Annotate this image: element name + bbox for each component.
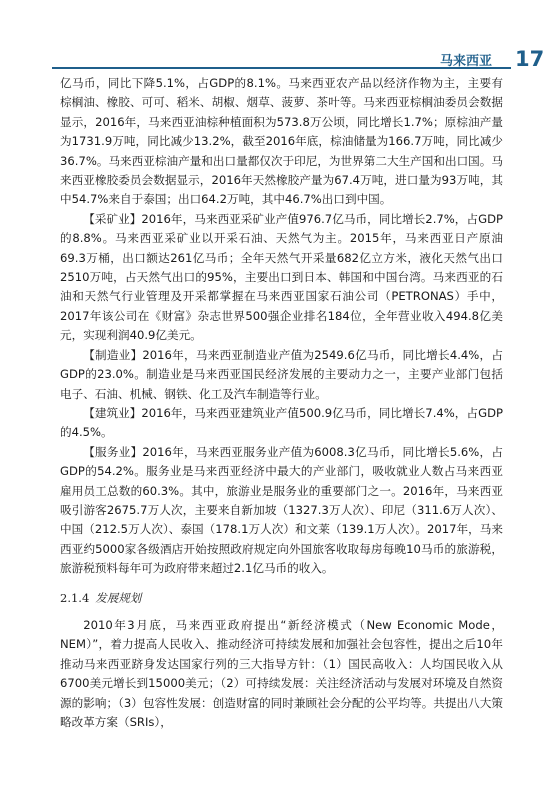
section-title: 发展规划 bbox=[95, 590, 142, 605]
paragraph-agriculture: 亿马币，同比下降5.1%，占GDP的8.1%。马来西亚农产品以经济作物为主，主要有棕榈油、橡胶、可可、稻米、胡椒、烟草、菠萝、茶叶等。马来西亚棕榈油委员会数据显示，2016年，马来西亚油棕种植面积为573.8万公顷，同比增长1.7%；原棕油产量为1731.9万吨，同比减少13.2%，截至2016年底，棕油储量为166.7万吨，同比减少36.7%。马来西亚棕油产量和出口量都仅次于印尼，为世界第二大生产国和出口国。马来西亚橡胶委员会数据显示，2016年天然橡胶产量为67.4万吨，进口量为93万吨，其中54.7%来自于泰国；出口64.2万吨，其中46.7%出口到中国。 bbox=[60, 76, 503, 207]
section-number: 2.1.4 bbox=[60, 590, 90, 605]
header-title: 马来西亚 bbox=[440, 54, 493, 69]
paragraph-mining: 【采矿业】2016年，马来西亚采矿业产值976.7亿马币，同比增长2.7%，占GDP的8.8%。马来西亚采矿业以开采石油、天然气为主。2015年，马来西亚日产原油69.3万桶，出口额达261亿马币；全年天然气开采量682亿立方米，液化天然气出口2510万吨，占天然气出口的95%，主要出口到日本、韩国和中国台湾。马来西亚的石油和天然气行业管理及开采都掌握在马来西亚国家石油公司（PETRONAS）手中，2017年该公司在《财富》杂志世界500强企业排名184位，全年营业收入494.8亿美元，实现利润40.9亿美元。 bbox=[60, 211, 503, 343]
header-rule bbox=[52, 67, 505, 69]
paragraph-manufacturing: 【制造业】2016年，马来西亚制造业产值为2549.6亿马币，同比增长4.4%，占GDP的23.0%。制造业是马来西亚国民经济发展的主要动力之一，主要产业部门包括电子、石油、机械、钢铁、化工及汽车制造等行业。 bbox=[60, 347, 503, 401]
paragraph-services: 【服务业】2016年，马来西亚服务业产值为6008.3亿马币，同比增长5.6%，占GDP的54.2%。服务业是马来西亚经济中最大的产业部门，吸收就业人数占马来西亚雇用员工总数的60.3%。其中，旅游业是服务业的重要部门之一。2016年，马来西亚吸引游客2675.7万人次，主要来自新加坡（1327.3万人次）、印尼（311.6万人次）、中国（212.5万人次）、泰国（178.1万人次）和文莱（139.1万人次）。2017年，马来西亚约5000家各级酒店开始按照政府规定向外国旅客收取每房每晚10马币的旅游税，旅游税预料每年可为政府带来超过2.1亿马币的收入。 bbox=[60, 444, 503, 576]
section-heading bbox=[60, 589, 503, 608]
page-number: 17 bbox=[515, 47, 545, 71]
paragraph-construction: 【建筑业】2016年，马来西亚建筑业产值500.9亿马币，同比增长7.4%，占GDP的4.5%。 bbox=[60, 405, 503, 440]
page-body bbox=[60, 74, 503, 732]
paragraph-development-plan: 2010年3月底，马来西亚政府提出“新经济模式（New Economic Mode，NEM）”，着力提高人民收入、推动经济可持续发展和加强社会包容性，提出之后10年推动马来西亚跻身发达国家行列的三大指导方针：（1）国民高收入：人均国民收入从6700美元增长到15000美元；（2）可持续发展：关注经济活动与发展对环境及自然资源的影响；（3）包容性发展：创造财富的同时兼顾社会分配的公平均等。共提出八大策略改革方案（SRIs）， bbox=[60, 617, 503, 729]
header-rule-stub bbox=[505, 67, 511, 69]
